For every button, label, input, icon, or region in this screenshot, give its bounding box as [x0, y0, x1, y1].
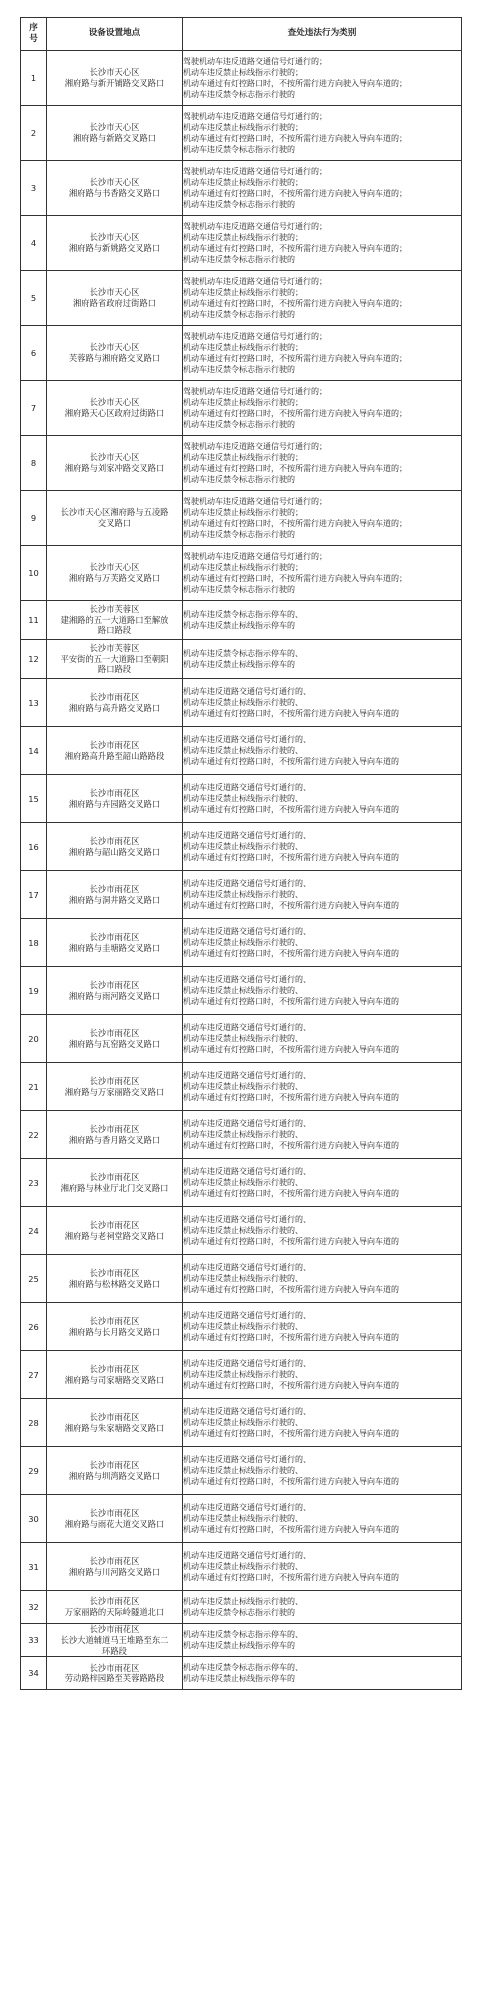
violation-item: 机动车违反道路交通信号灯通行的、 — [183, 1550, 311, 1560]
violation-item: 机动车违反禁止标线指示行驶的、 — [183, 1596, 303, 1606]
violation-item: 机动车违反禁止标线指示行驶的、 — [183, 1225, 303, 1235]
violation-types — [183, 919, 462, 967]
row-number: 17 — [21, 871, 47, 919]
violation-types — [183, 216, 462, 271]
violation-item: 机动车通过有灯控路口时，不按所需行进方向驶入导向车道的 — [183, 853, 399, 863]
violation-item: 机动车违反道路交通信号灯通行的、 — [183, 974, 311, 984]
violation-item: 机动车违反禁止标线指示行驶的、 — [183, 1033, 303, 1043]
table-row — [21, 1657, 462, 1690]
violation-types — [183, 1111, 462, 1159]
violation-item: 机动车违反禁止标线指示行驶的； — [183, 287, 303, 297]
violation-item: 机动车违反禁止标线指示行驶的； — [183, 507, 303, 517]
violation-item: 机动车违反禁止标线指示行驶的、 — [183, 985, 303, 995]
table-row — [21, 1063, 462, 1111]
violation-item: 机动车违反禁止标线指示行驶的、 — [183, 841, 303, 851]
table-body — [21, 51, 462, 1690]
violation-item: 机动车违反禁令标志指示行驶的 — [183, 475, 295, 485]
device-location: 长沙市雨花区 长沙大道辅道马王堆路至东二 环路段 — [47, 1624, 183, 1657]
violation-types — [183, 640, 462, 679]
violation-types — [183, 161, 462, 216]
violation-item: 机动车违反道路交通信号灯通行的、 — [183, 1406, 311, 1416]
violation-item: 机动车通过有灯控路口时，不按所需行进方向驶入导向车道的 — [183, 1429, 399, 1439]
device-location: 长沙市雨花区 湘府路与韶山路交叉路口 — [47, 823, 183, 871]
table-row — [21, 871, 462, 919]
table-row — [21, 1255, 462, 1303]
table-row — [21, 161, 462, 216]
table-row — [21, 1207, 462, 1255]
table-row — [21, 727, 462, 775]
violation-table — [20, 17, 462, 1690]
row-number: 3 — [21, 161, 47, 216]
device-location: 长沙市天心区 湘府路省政府过街路口 — [47, 271, 183, 326]
device-location: 长沙市雨花区 湘府路与洞井路交叉路口 — [47, 871, 183, 919]
row-number: 18 — [21, 919, 47, 967]
violation-item: 机动车违反道路交通信号灯通行的、 — [183, 1262, 311, 1272]
violation-item: 驾驶机动车违反道路交通信号灯通行的； — [183, 166, 327, 176]
violation-item: 机动车违反禁止标线指示行驶的； — [183, 452, 303, 462]
violation-item: 机动车违反禁止标线指示行驶的、 — [183, 937, 303, 947]
violation-item: 驾驶机动车违反道路交通信号灯通行的； — [183, 386, 327, 396]
violation-item: 机动车违反禁止标线指示行驶的、 — [183, 697, 303, 707]
violation-item: 机动车违反禁止标线指示行驶的、 — [183, 1129, 303, 1139]
violation-item: 机动车通过有灯控路口时，不按所需行进方向驶入导向车道的 — [183, 805, 399, 815]
violation-types — [183, 1015, 462, 1063]
table-row — [21, 823, 462, 871]
table-row — [21, 491, 462, 546]
header-location: 设备设置地点 — [47, 18, 183, 51]
violation-item: 机动车违反禁令标志指示行驶的 — [183, 585, 295, 595]
violation-item: 机动车违反禁令标志指示停车的、 — [183, 1663, 303, 1673]
device-location: 长沙市雨花区 湘府路与高升路交叉路口 — [47, 679, 183, 727]
device-location: 长沙市雨花区 湘府路与长月路交叉路口 — [47, 1303, 183, 1351]
row-number: 27 — [21, 1351, 47, 1399]
table-row — [21, 1159, 462, 1207]
violation-types — [183, 326, 462, 381]
device-location: 长沙市雨花区 湘府路与松林路交叉路口 — [47, 1255, 183, 1303]
row-number: 1 — [21, 51, 47, 106]
row-number: 23 — [21, 1159, 47, 1207]
device-location: 长沙市雨花区 湘府路与卉园路交叉路口 — [47, 775, 183, 823]
violation-item: 机动车通过有灯控路口时，不按所需行进方向驶入导向车道的； — [183, 189, 407, 198]
table-row — [21, 1015, 462, 1063]
violation-item: 机动车违反禁止标线指示停车的 — [183, 1674, 295, 1684]
row-number: 22 — [21, 1111, 47, 1159]
table-row — [21, 640, 462, 679]
violation-item: 机动车违反禁令标志指示行驶的 — [183, 530, 295, 540]
device-location: 长沙市雨花区 劳动路梓园路至芙蓉路路段 — [47, 1657, 183, 1690]
device-location: 长沙市雨花区 湘府路与万家丽路交叉路口 — [47, 1063, 183, 1111]
violation-item: 机动车违反道路交通信号灯通行的、 — [183, 1070, 311, 1080]
violation-item: 机动车违反禁令标志指示行驶的 — [183, 365, 295, 375]
violation-item: 机动车违反禁止标线指示行驶的、 — [183, 1417, 303, 1427]
violation-item: 机动车违反禁止标线指示行驶的； — [183, 177, 303, 187]
device-location: 长沙市雨花区 湘府路与圭塘路交叉路口 — [47, 919, 183, 967]
row-number: 24 — [21, 1207, 47, 1255]
row-number: 14 — [21, 727, 47, 775]
violation-item: 机动车违反禁令标志指示停车的、 — [183, 609, 303, 619]
violation-item: 机动车通过有灯控路口时，不按所需行进方向驶入导向车道的； — [183, 464, 407, 473]
table-row — [21, 1495, 462, 1543]
row-number: 13 — [21, 679, 47, 727]
violation-item: 机动车违反禁止标线指示行驶的、 — [183, 1513, 303, 1523]
violation-types — [183, 601, 462, 640]
row-number: 9 — [21, 491, 47, 546]
device-location: 长沙市天心区湘府路与五凌路 交叉路口 — [47, 491, 183, 546]
violation-types — [183, 106, 462, 161]
violation-item: 机动车违反禁止标线指示行驶的； — [183, 397, 303, 407]
violation-item: 机动车违反禁令标志指示行驶的 — [183, 145, 295, 155]
violation-item: 机动车通过有灯控路口时，不按所需行进方向驶入导向车道的； — [183, 409, 407, 418]
table-row — [21, 51, 462, 106]
device-location: 长沙市天心区 湘府路与万芙路交叉路口 — [47, 546, 183, 601]
violation-types — [183, 775, 462, 823]
device-location: 长沙市雨花区 湘府路与雨河路交叉路口 — [47, 967, 183, 1015]
violation-item: 机动车通过有灯控路口时，不按所需行进方向驶入导向车道的 — [183, 1045, 399, 1055]
violation-types — [183, 1447, 462, 1495]
row-number: 30 — [21, 1495, 47, 1543]
violation-item: 驾驶机动车违反道路交通信号灯通行的； — [183, 551, 327, 561]
device-location: 长沙市芙蓉区 建湘路的五一大道路口至解放 路口路段 — [47, 601, 183, 640]
row-number: 11 — [21, 601, 47, 640]
table-row — [21, 546, 462, 601]
violation-item: 机动车违反禁止标线指示行驶的、 — [183, 1561, 303, 1571]
device-location: 长沙市天心区 湘府路天心区政府过街路口 — [47, 381, 183, 436]
violation-types — [183, 1303, 462, 1351]
device-location: 长沙市天心区 湘府路与新姚路交叉路口 — [47, 216, 183, 271]
violation-item: 机动车违反道路交通信号灯通行的、 — [183, 734, 311, 744]
row-number: 28 — [21, 1399, 47, 1447]
violation-types — [183, 679, 462, 727]
violation-item: 机动车违反禁止标线指示行驶的、 — [183, 1321, 303, 1331]
violation-item: 驾驶机动车违反道路交通信号灯通行的； — [183, 331, 327, 341]
violation-item: 机动车通过有灯控路口时，不按所需行进方向驶入导向车道的 — [183, 1381, 399, 1391]
violation-item: 机动车通过有灯控路口时，不按所需行进方向驶入导向车道的 — [183, 757, 399, 767]
table-row — [21, 1591, 462, 1624]
violation-item: 机动车违反禁止标线指示行驶的； — [183, 342, 303, 352]
violation-types — [183, 1159, 462, 1207]
violation-item: 驾驶机动车违反道路交通信号灯通行的； — [183, 496, 327, 506]
row-number: 26 — [21, 1303, 47, 1351]
violation-item: 机动车违反禁止标线指示行驶的、 — [183, 1177, 303, 1187]
violation-item: 机动车通过有灯控路口时，不按所需行进方向驶入导向车道的 — [183, 949, 399, 959]
device-location: 长沙市雨花区 湘府路与瓦窑路交叉路口 — [47, 1015, 183, 1063]
violation-types — [183, 1624, 462, 1657]
violation-item: 机动车违反道路交通信号灯通行的、 — [183, 782, 311, 792]
device-location: 长沙市天心区 湘府路与刘家冲路交叉路口 — [47, 436, 183, 491]
table-row — [21, 1624, 462, 1657]
device-location: 长沙市雨花区 万家丽路的天际岭隧道北口 — [47, 1591, 183, 1624]
violation-types — [183, 1543, 462, 1591]
violation-item: 机动车违反禁止标线指示行驶的、 — [183, 1273, 303, 1283]
table-row — [21, 1447, 462, 1495]
violation-item: 机动车违反禁令标志指示行驶的 — [183, 90, 295, 100]
violation-types — [183, 823, 462, 871]
device-location: 长沙市雨花区 湘府路与朱家塘路交叉路口 — [47, 1399, 183, 1447]
violation-item: 机动车违反禁止标线指示行驶的、 — [183, 1369, 303, 1379]
device-location: 长沙市雨花区 湘府路与老祠堂路交叉路口 — [47, 1207, 183, 1255]
violation-item: 机动车通过有灯控路口时，不按所需行进方向驶入导向车道的 — [183, 1189, 399, 1199]
violation-types — [183, 51, 462, 106]
violation-item: 机动车违反道路交通信号灯通行的、 — [183, 1502, 311, 1512]
violation-item: 机动车通过有灯控路口时，不按所需行进方向驶入导向车道的 — [183, 1477, 399, 1487]
row-number: 33 — [21, 1624, 47, 1657]
violation-item: 机动车通过有灯控路口时，不按所需行进方向驶入导向车道的 — [183, 709, 399, 719]
header-violations: 查处违法行为类别 — [183, 18, 462, 51]
violation-item: 机动车通过有灯控路口时，不按所需行进方向驶入导向车道的； — [183, 574, 407, 583]
table-row — [21, 381, 462, 436]
table-row — [21, 775, 462, 823]
violation-item: 机动车违反禁止标线指示行驶的； — [183, 122, 303, 132]
violation-types — [183, 546, 462, 601]
violation-item: 机动车通过有灯控路口时，不按所需行进方向驶入导向车道的 — [183, 901, 399, 911]
table-row — [21, 436, 462, 491]
violation-item: 机动车通过有灯控路口时，不按所需行进方向驶入导向车道的 — [183, 1573, 399, 1583]
table-row — [21, 216, 462, 271]
violation-types — [183, 1207, 462, 1255]
violation-item: 机动车违反道路交通信号灯通行的、 — [183, 1214, 311, 1224]
row-number: 15 — [21, 775, 47, 823]
violation-item: 机动车违反禁止标线指示停车的 — [183, 1641, 295, 1651]
violation-item: 机动车违反禁令标志指示行驶的 — [183, 200, 295, 210]
violation-types — [183, 1255, 462, 1303]
violation-item: 机动车通过有灯控路口时，不按所需行进方向驶入导向车道的 — [183, 1525, 399, 1535]
violation-item: 机动车违反禁令标志指示行驶的 — [183, 420, 295, 430]
violation-types — [183, 727, 462, 775]
violation-item: 驾驶机动车违反道路交通信号灯通行的； — [183, 221, 327, 231]
device-location: 长沙市雨花区 湘府路高升路至韶山路路段 — [47, 727, 183, 775]
violation-types — [183, 1591, 462, 1624]
violation-types — [183, 967, 462, 1015]
violation-item: 机动车违反禁止标线指示行驶的； — [183, 67, 303, 77]
violation-item: 驾驶机动车违反道路交通信号灯通行的； — [183, 111, 327, 121]
violation-item: 机动车违反道路交通信号灯通行的、 — [183, 1166, 311, 1176]
row-number: 5 — [21, 271, 47, 326]
violation-item: 机动车违反禁令标志指示停车的、 — [183, 1629, 303, 1639]
violation-item: 机动车违反禁止标线指示行驶的； — [183, 562, 303, 572]
violation-item: 机动车通过有灯控路口时，不按所需行进方向驶入导向车道的； — [183, 79, 407, 88]
violation-item: 驾驶机动车违反道路交通信号灯通行的； — [183, 56, 327, 66]
violation-types — [183, 1399, 462, 1447]
table-row — [21, 1399, 462, 1447]
violation-item: 机动车违反道路交通信号灯通行的、 — [183, 686, 311, 696]
violation-item: 机动车违反禁令标志指示停车的、 — [183, 648, 303, 658]
device-location: 长沙市天心区 湘府路与新开铺路交叉路口 — [47, 51, 183, 106]
violation-item: 机动车违反道路交通信号灯通行的、 — [183, 1118, 311, 1128]
violation-item: 机动车通过有灯控路口时，不按所需行进方向驶入导向车道的 — [183, 1141, 399, 1151]
row-number: 10 — [21, 546, 47, 601]
table-row — [21, 1303, 462, 1351]
violation-item: 机动车违反道路交通信号灯通行的、 — [183, 1310, 311, 1320]
violation-item: 机动车违反禁令标志指示行驶的 — [183, 310, 295, 320]
violation-item: 机动车通过有灯控路口时，不按所需行进方向驶入导向车道的； — [183, 519, 407, 528]
violation-item: 机动车违反道路交通信号灯通行的、 — [183, 1454, 311, 1464]
device-location: 长沙市雨花区 湘府路与雨花大道交叉路口 — [47, 1495, 183, 1543]
violation-item: 机动车违反禁令标志指示行驶的 — [183, 255, 295, 265]
device-location: 长沙市芙蓉区 平安街的五一大道路口至朝阳 路口路段 — [47, 640, 183, 679]
row-number: 8 — [21, 436, 47, 491]
row-number: 19 — [21, 967, 47, 1015]
violation-types — [183, 1495, 462, 1543]
row-number: 7 — [21, 381, 47, 436]
violation-item: 机动车违反禁令标志指示行驶的 — [183, 1608, 295, 1617]
device-location: 长沙市天心区 芙蓉路与湘府路交叉路口 — [47, 326, 183, 381]
violation-item: 机动车违反禁止标线指示行驶的、 — [183, 1081, 303, 1091]
violation-item: 机动车违反禁止标线指示行驶的； — [183, 232, 303, 242]
violation-item: 机动车违反禁止标线指示行驶的、 — [183, 1465, 303, 1475]
device-location: 长沙市雨花区 湘府路与司家塘路交叉路口 — [47, 1351, 183, 1399]
violation-item: 机动车违反禁止标线指示行驶的、 — [183, 745, 303, 755]
violation-types — [183, 871, 462, 919]
row-number: 29 — [21, 1447, 47, 1495]
device-location: 长沙市雨花区 湘府路与林业厅北门交叉路口 — [47, 1159, 183, 1207]
table-row — [21, 967, 462, 1015]
violation-item: 机动车违反禁止标线指示停车的 — [183, 660, 295, 669]
violation-item: 机动车通过有灯控路口时，不按所需行进方向驶入导向车道的； — [183, 354, 407, 363]
table-row — [21, 601, 462, 640]
violation-item: 机动车违反禁止标线指示行驶的、 — [183, 889, 303, 899]
table-row — [21, 1111, 462, 1159]
violation-item: 机动车违反禁止标线指示行驶的、 — [183, 793, 303, 803]
violation-item: 机动车违反道路交通信号灯通行的、 — [183, 830, 311, 840]
row-number: 32 — [21, 1591, 47, 1624]
row-number: 4 — [21, 216, 47, 271]
row-number: 2 — [21, 106, 47, 161]
row-number: 16 — [21, 823, 47, 871]
violation-item: 机动车通过有灯控路口时，不按所需行进方向驶入导向车道的； — [183, 244, 407, 253]
violation-item: 机动车违反道路交通信号灯通行的、 — [183, 878, 311, 888]
header-no: 序 号 — [21, 18, 47, 51]
violation-item: 机动车违反道路交通信号灯通行的、 — [183, 1358, 311, 1368]
violation-item: 驾驶机动车违反道路交通信号灯通行的； — [183, 441, 327, 451]
table-header-row — [21, 18, 462, 51]
table-row — [21, 271, 462, 326]
table-row — [21, 679, 462, 727]
table-row — [21, 1543, 462, 1591]
violation-item: 机动车通过有灯控路口时，不按所需行进方向驶入导向车道的 — [183, 997, 399, 1007]
row-number: 6 — [21, 326, 47, 381]
violation-item: 驾驶机动车违反道路交通信号灯通行的； — [183, 276, 327, 286]
device-location: 长沙市雨花区 湘府路与圳湾路交叉路口 — [47, 1447, 183, 1495]
device-location: 长沙市雨花区 湘府路与川河路交叉路口 — [47, 1543, 183, 1591]
violation-item: 机动车通过有灯控路口时，不按所需行进方向驶入导向车道的； — [183, 134, 407, 143]
violation-item: 机动车违反道路交通信号灯通行的、 — [183, 1022, 311, 1032]
violation-item: 机动车违反禁止标线指示停车的 — [183, 621, 295, 630]
violation-types — [183, 381, 462, 436]
device-location: 长沙市雨花区 湘府路与香月路交叉路口 — [47, 1111, 183, 1159]
device-location: 长沙市天心区 湘府路与书香路交叉路口 — [47, 161, 183, 216]
violation-item: 机动车违反道路交通信号灯通行的、 — [183, 926, 311, 936]
violation-item: 机动车通过有灯控路口时，不按所需行进方向驶入导向车道的； — [183, 299, 407, 308]
violation-types — [183, 436, 462, 491]
row-number: 34 — [21, 1657, 47, 1690]
row-number: 12 — [21, 640, 47, 679]
row-number: 20 — [21, 1015, 47, 1063]
row-number: 21 — [21, 1063, 47, 1111]
violation-item: 机动车通过有灯控路口时，不按所需行进方向驶入导向车道的 — [183, 1333, 399, 1343]
violation-types — [183, 491, 462, 546]
table-row — [21, 1351, 462, 1399]
violation-types — [183, 271, 462, 326]
table-row — [21, 919, 462, 967]
violation-item: 机动车通过有灯控路口时，不按所需行进方向驶入导向车道的 — [183, 1093, 399, 1103]
row-number: 25 — [21, 1255, 47, 1303]
table-row — [21, 106, 462, 161]
row-number: 31 — [21, 1543, 47, 1591]
violation-item: 机动车通过有灯控路口时，不按所需行进方向驶入导向车道的 — [183, 1285, 399, 1295]
violation-item: 机动车通过有灯控路口时，不按所需行进方向驶入导向车道的 — [183, 1237, 399, 1247]
violation-types — [183, 1657, 462, 1690]
violation-types — [183, 1351, 462, 1399]
table-row — [21, 326, 462, 381]
violation-types — [183, 1063, 462, 1111]
device-location: 长沙市天心区 湘府路与新路交叉路口 — [47, 106, 183, 161]
